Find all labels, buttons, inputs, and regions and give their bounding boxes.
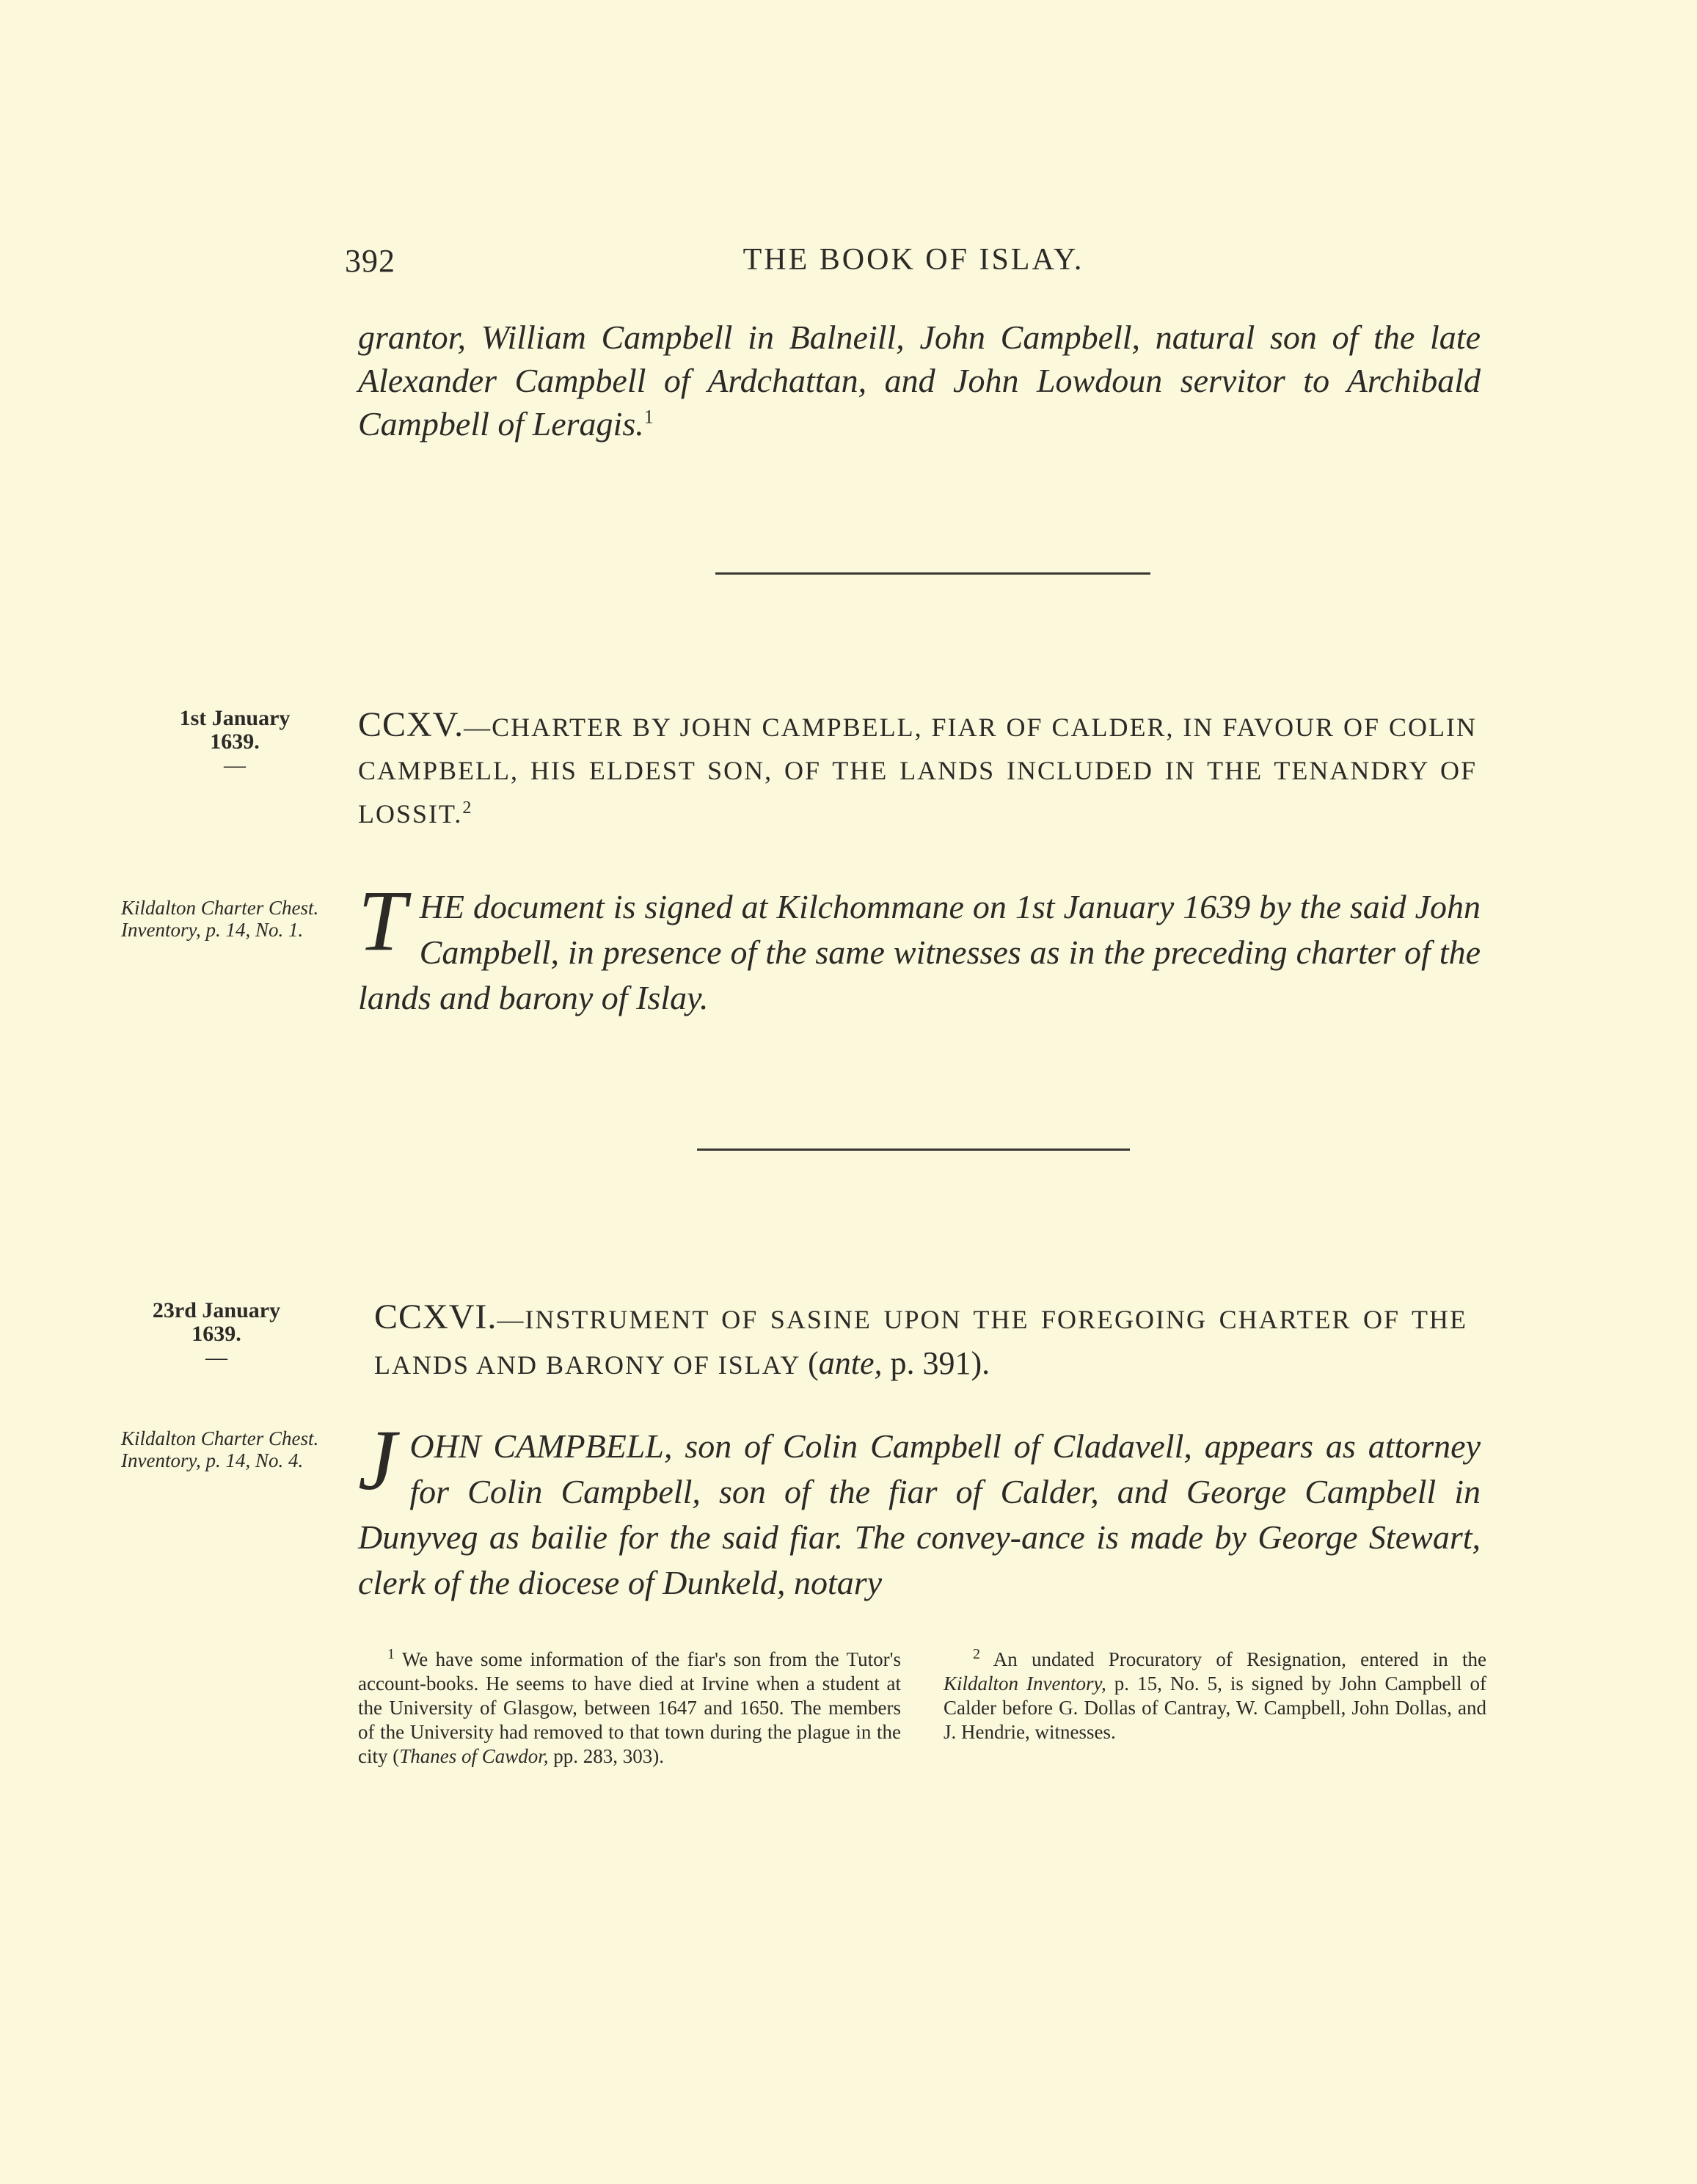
footnote-mark: 1 bbox=[387, 1646, 395, 1662]
footnote-text: An undated Procuratory of Resignation, entered in the bbox=[993, 1648, 1486, 1670]
margin-date-line: 1st January bbox=[179, 706, 291, 730]
entry-body-text: HE document is signed at Kilchommane on 1st January 1639 by the said John Campbell, in presence of the same witnesses as in the preceding charter of the lands and barony of Islay. bbox=[358, 888, 1481, 1016]
footnote-ref-1[interactable]: 1 bbox=[643, 406, 654, 428]
footnote-citation: Kildalton Inventory, bbox=[944, 1672, 1106, 1695]
heading-page-ref: p. 391). bbox=[890, 1345, 990, 1381]
entry-heading-ccxvi: CCXVI.—INSTRUMENT OF SASINE UPON THE FOREGOING CHARTER OF THE LANDS AND BARONY OF ISLAY (ante, p. 391). bbox=[374, 1297, 1467, 1381]
section-divider bbox=[715, 572, 1150, 575]
margin-dash: — bbox=[205, 1345, 227, 1369]
margin-source-ccxvi: Kildalton Charter Chest. Inventory, p. 14, No. 4. bbox=[121, 1427, 319, 1471]
footnote-text-end: p. 15, No. 5, is signed by John Campbell of Calder before G. Dollas of Cantray, W. Campbell, John Dollas, and J. Hendrie, witnesses. bbox=[944, 1672, 1487, 1743]
entry-body-ccxvi bbox=[358, 1412, 1481, 1606]
margin-source-ccxv: Kildalton Charter Chest. Inventory, p. 14, No. 1. bbox=[121, 897, 319, 941]
margin-date-line: 23rd January bbox=[152, 1298, 281, 1322]
footnote-text-end: pp. 283, 303). bbox=[548, 1745, 665, 1767]
footnote-citation: Thanes of Cawdor, bbox=[399, 1745, 549, 1767]
margin-date-year: 1639. bbox=[191, 1322, 241, 1346]
continuation-paragraph bbox=[358, 316, 1481, 445]
entry-numeral: CCXV. bbox=[358, 705, 464, 744]
entry-heading-text: —CHARTER BY JOHN CAMPBELL, FIAR OF CALDER, IN FAVOUR OF COLIN CAMPBELL, HIS ELDEST SON, OF THE LANDS INCLUDED IN THE TENANDRY OF LOSSIT. bbox=[358, 713, 1477, 829]
footnote-2 bbox=[944, 1648, 1486, 1744]
entry-body-ccxv bbox=[358, 873, 1481, 1021]
section-divider bbox=[697, 1149, 1130, 1151]
footnote-ref-2[interactable]: 2 bbox=[462, 798, 473, 818]
margin-date-ccxvi bbox=[132, 1299, 301, 1369]
entry-heading-text: —INSTRUMENT OF SASINE UPON THE FOREGOING CHARTER OF THE LANDS AND BARONY OF ISLAY bbox=[374, 1305, 1467, 1380]
footnote-1 bbox=[358, 1648, 901, 1769]
heading-ante: ante, bbox=[818, 1345, 883, 1381]
page-header bbox=[345, 242, 1482, 286]
margin-date-ccxv bbox=[150, 707, 319, 777]
drop-cap: J bbox=[358, 1412, 397, 1508]
continuation-text: grantor, William Campbell in Balneill, John Campbell, natural son of the late Alexander Campbell of Ardchattan, and John Lowdoun servitor to Archibald Campbell of Leragis. bbox=[358, 318, 1481, 443]
margin-date-year: 1639. bbox=[210, 729, 260, 754]
margin-dash: — bbox=[224, 753, 246, 777]
entry-body-text: OHN CAMPBELL, son of Colin Campbell of Cladavell, appears as attorney for Colin Campbell, son of the fiar of Calder, and George Campbell in Dunyveg as bailie for the said fiar. The convey-ance is made by George Stewart, clerk of the diocese of Dunkeld, notary bbox=[358, 1427, 1481, 1601]
page-number: 392 bbox=[345, 243, 395, 279]
footnote-mark: 2 bbox=[973, 1646, 980, 1662]
running-title: THE BOOK OF ISLAY. bbox=[742, 243, 1084, 277]
footnotes bbox=[358, 1646, 1487, 1824]
entry-heading-ccxv bbox=[358, 703, 1477, 836]
drop-cap: T bbox=[358, 873, 406, 969]
entry-numeral: CCXVI. bbox=[374, 1297, 497, 1336]
footnote-text: We have some information of the fiar's son from the Tutor's account-books. He seems to have died at Irvine when a student at the University of Glasgow, between 1647 and 1650. The members of the University had removed to that town during the plague in the city ( bbox=[358, 1648, 902, 1767]
